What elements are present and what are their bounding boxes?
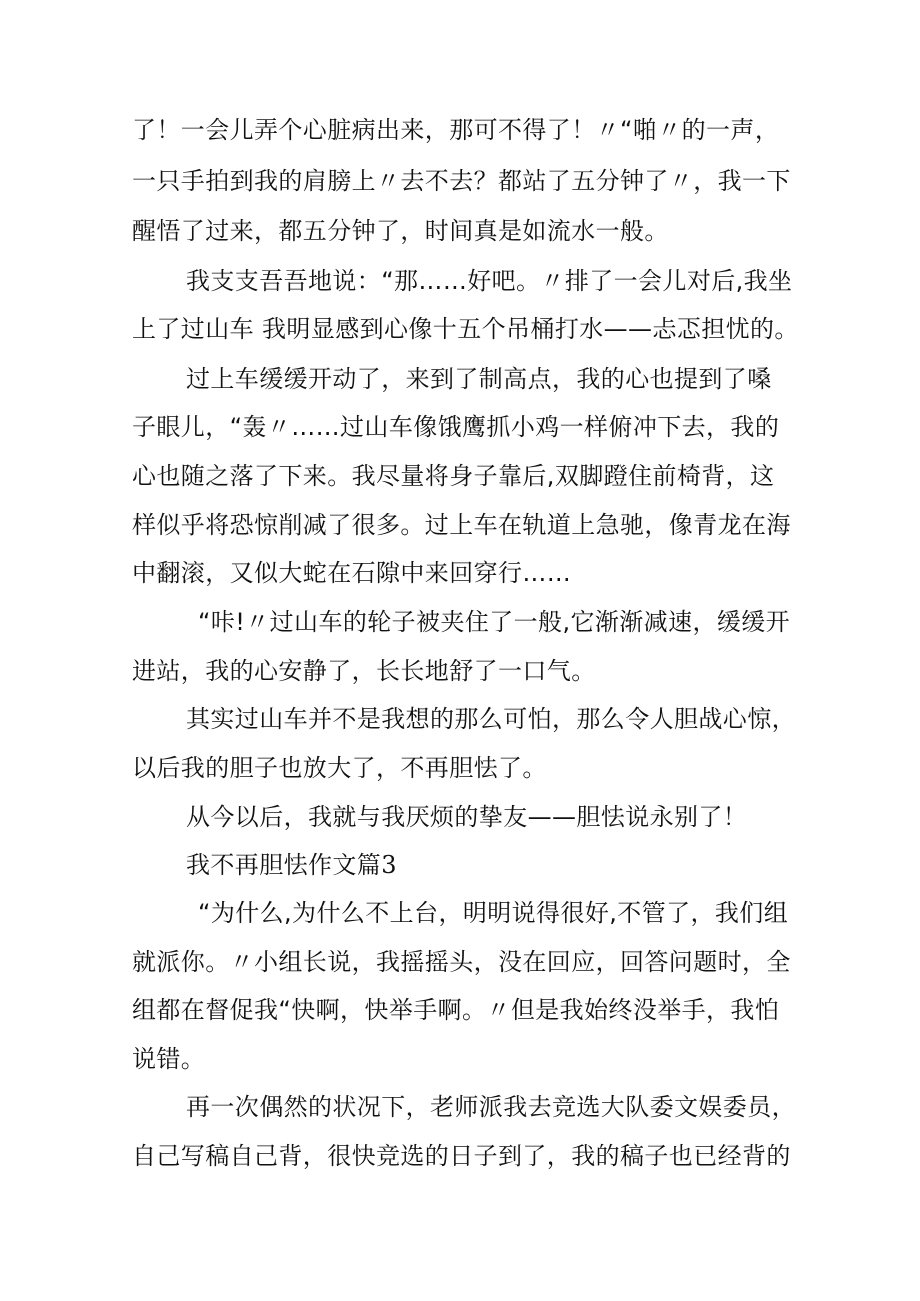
text-line: 组都在督促我“快啊，快举手啊。〃但是我始终没举手，我怕 (132, 996, 780, 1024)
text-line: “咔!〃过山车的轮子被夹住了一般,它渐渐减速，缓缓开 (198, 608, 791, 636)
section-heading: 我不再胆怯作文篇3 (186, 851, 397, 879)
text-line: “为什么,为什么不上台，明明说得很好,不管了，我们组 (198, 899, 789, 927)
text-line: 样似乎将恐惊削减了很多。过上车在轨道上急驰，像青龙在海 (132, 511, 791, 539)
text-line: 说错。 (132, 1045, 206, 1073)
text-line: 我支支吾吾地说：“那……好吧。〃排了一会儿对后,我坐 (186, 267, 793, 295)
text-line: 心也随之落了下来。我尽量将身子靠后,双脚蹬住前椅背，这 (132, 462, 775, 490)
text-line: 进站，我的心安静了，长长地舒了一口气。 (132, 657, 596, 685)
text-line: 其实过山车并不是我想的那么可怕，那么令人胆战心惊， (186, 705, 796, 733)
text-line: 过上车缓缓开动了，来到了制高点，我的心也提到了嗓 (186, 365, 772, 393)
text-line: 再一次偶然的状况下，老师派我去竞选大队委文娱委员， (186, 1093, 796, 1121)
text-line: 了！一会儿弄个心脏病出来，那可不得了！〃“啪〃的一声， (132, 116, 780, 144)
text-line: 就派你。〃小组长说，我摇摇头，没在回应，回答问题时，全 (132, 948, 791, 976)
text-line: 一只手拍到我的肩膀上〃去不去？都站了五分钟了〃，我一下 (132, 167, 791, 195)
text-line: 以后我的胆子也放大了，不再胆怯了。 (132, 754, 547, 782)
text-line: 上了过山车 我明显感到心像十五个吊桶打水——忐忑担忧的。 (132, 315, 799, 343)
text-line: 子眼儿，“轰〃……过山车像饿鹰抓小鸡一样俯冲下去，我的 (132, 413, 780, 441)
text-line: 中翻滚，又似大蛇在石隙中来回穿行…… (132, 559, 572, 587)
text-line: 自己写稿自己背，很快竞选的日子到了，我的稿子也已经背的 (132, 1142, 791, 1170)
text-line: 醒悟了过来，都五分钟了，时间真是如流水一般。 (132, 217, 669, 245)
text-line: 从今以后，我就与我厌烦的挚友——胆怯说永别了！ (186, 803, 748, 831)
